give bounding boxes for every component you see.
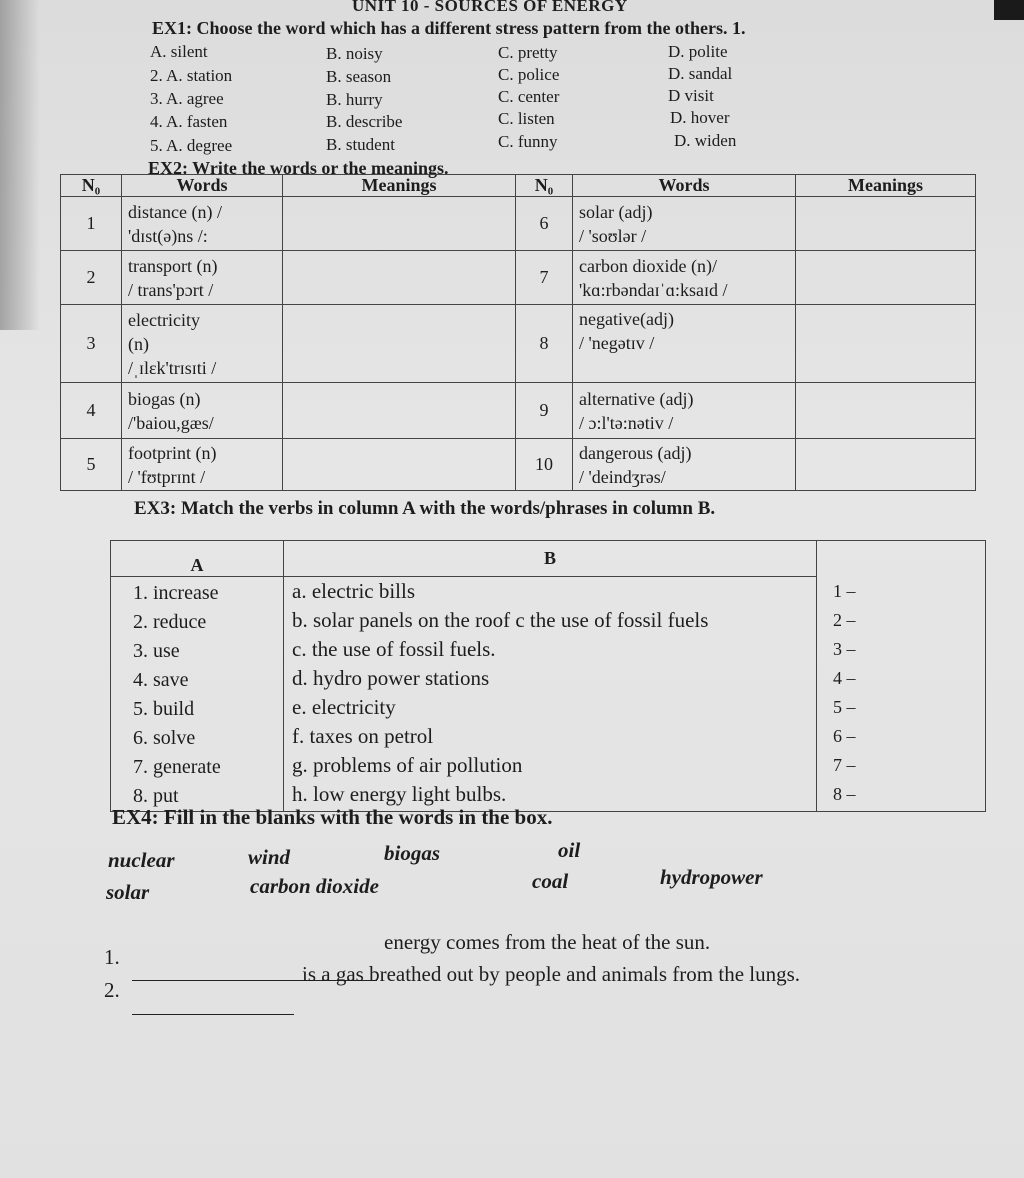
table-row (61, 197, 976, 251)
col-b-header: B (284, 541, 817, 577)
table-row (61, 383, 976, 439)
table-header-row (111, 541, 986, 577)
word-cell (122, 383, 283, 439)
word-cell (573, 383, 796, 439)
meaning-cell[interactable] (283, 383, 516, 439)
word: carbon dioxide (n)/ (579, 255, 717, 276)
ex1-option: C. listen (498, 109, 555, 128)
ipa: 'dɪst(ə)ns /: (128, 225, 208, 246)
col-header: Words (122, 175, 283, 197)
ipa: / trans'pɔrt / (128, 279, 214, 300)
phrase: a. electric bills (292, 579, 416, 603)
answer-slot[interactable]: 5 – (833, 696, 856, 717)
col-header: N₀ (61, 175, 122, 197)
phrase: f. taxes on petrol (292, 724, 434, 748)
answer-slot[interactable]: 1 – (833, 580, 856, 601)
sentence-text: is a gas breathed out by people and animals from the lungs. (302, 962, 801, 986)
table-row (111, 577, 986, 812)
ex3-table (110, 540, 986, 812)
word: transport (n) (128, 255, 218, 276)
ipa: / 'negətɪv / (579, 333, 655, 353)
ipa: / ɔ:l'tə:nətiv / (579, 412, 674, 433)
verb: 6. solve (133, 727, 196, 749)
word: solar (adj) (579, 201, 653, 222)
verb: 5. build (133, 698, 195, 720)
answer-slot[interactable]: 3 – (833, 638, 856, 659)
box-word: biogas (384, 841, 441, 865)
meaning-cell[interactable] (796, 383, 976, 439)
ex1-option: D. widen (674, 131, 737, 150)
box-word: hydropower (660, 865, 763, 889)
meaning-cell[interactable] (283, 197, 516, 251)
answer-slot[interactable]: 7 – (833, 754, 856, 775)
ex2-heading: EX2: Write the words or the meanings. (148, 158, 449, 178)
ipa: / 'soʊlər / (579, 225, 647, 246)
phrase: h. low energy light bulbs. (292, 782, 507, 806)
sentence-text: energy comes from the heat of the sun. (384, 930, 711, 954)
box-word: carbon dioxide (250, 874, 379, 898)
table-row (61, 439, 976, 491)
phrase: c. the use of fossil fuels. (292, 637, 496, 661)
box-word: wind (248, 845, 291, 869)
ex3-heading: EX3: Match the verbs in column A with the words/phrases in column B. (134, 498, 716, 519)
word-cell (573, 439, 796, 491)
box-word: nuclear (108, 848, 175, 872)
col-b (284, 577, 817, 812)
meaning-cell[interactable] (796, 197, 976, 251)
ipa: / 'deindʒrəs/ (579, 466, 666, 487)
ex1-option: C. funny (498, 132, 558, 151)
col-header: N₀ (516, 175, 573, 197)
verb: 7. generate (133, 756, 221, 778)
row-number: 2 (61, 251, 122, 305)
verb: 4. save (133, 669, 189, 691)
ex1-option: C. police (498, 65, 560, 84)
col-header: Meanings (283, 175, 516, 197)
page-edge-corner (994, 0, 1024, 20)
ipa: /'baiou,gæs/ (128, 412, 214, 433)
row-number: 1 (61, 197, 122, 251)
word: electricity (128, 309, 200, 330)
ex1-option: B. hurry (326, 90, 383, 109)
word: distance (n) / (128, 201, 222, 222)
word-cell (122, 197, 283, 251)
answer-slot[interactable]: 8 – (833, 783, 856, 804)
word-cell (122, 439, 283, 491)
meaning-cell[interactable] (283, 305, 516, 383)
row-number: 5 (61, 439, 122, 491)
meaning-cell[interactable] (796, 251, 976, 305)
ex1-option: 3. A. agree (150, 89, 224, 108)
row-number: 4 (61, 383, 122, 439)
ex1-option: C. pretty (498, 43, 558, 62)
ex4-heading: EX4: Fill in the blanks with the words in the box. (112, 805, 553, 829)
page-title: UNIT 10 - SOURCES OF ENERGY (352, 0, 628, 15)
sentence-number: 1. (104, 945, 120, 969)
answer-slot[interactable]: 2 – (833, 609, 856, 630)
ex1-option: 4. A. fasten (150, 112, 228, 131)
ex1-option: B. noisy (326, 44, 383, 63)
ex1-option: 2. A. station (150, 66, 233, 85)
meaning-cell[interactable] (283, 439, 516, 491)
row-number: 7 (516, 251, 573, 305)
word-cell (122, 251, 283, 305)
page-edge-shadow (0, 0, 40, 330)
row-number: 3 (61, 305, 122, 383)
ipa: 'kɑ:rbəndaɪˈɑ:ksaɪd / (579, 279, 728, 300)
ipa: /ˌɪlɛk'trɪsɪti / (128, 357, 217, 378)
word-cell (573, 251, 796, 305)
answer-blank[interactable] (132, 996, 294, 1021)
answer-slot[interactable]: 6 – (833, 725, 856, 746)
word: biogas (n) (128, 388, 201, 409)
table-row (61, 305, 976, 383)
col-header: Words (573, 175, 796, 197)
ex1-heading: EX1: Choose the word which has a different stress pattern from the others. 1. (152, 18, 746, 38)
word-cell (573, 197, 796, 251)
col-a (111, 577, 284, 812)
ex1-option: D. polite (668, 42, 728, 61)
box-word: coal (532, 869, 569, 893)
verb: 3. use (133, 640, 180, 662)
word: dangerous (adj) (579, 442, 692, 463)
phrase: e. electricity (292, 695, 396, 719)
table-header-row (61, 175, 976, 197)
ex1-option: B. describe (326, 112, 403, 131)
ex1-option: C. center (498, 87, 560, 106)
ex1-option: 5. A. degree (150, 136, 233, 155)
phrase: g. problems of air pollution (292, 753, 523, 777)
meaning-cell[interactable] (796, 305, 976, 383)
row-number: 9 (516, 383, 573, 439)
phrase: d. hydro power stations (292, 666, 490, 690)
ex1-option: B. season (326, 67, 392, 86)
word: footprint (n) (128, 442, 217, 463)
ipa: / 'fʊtprɪnt / (128, 466, 206, 487)
word-pos: (n) (128, 333, 149, 354)
box-word: oil (558, 838, 581, 862)
verb: 1. increase (133, 582, 219, 604)
verb: 2. reduce (133, 611, 207, 633)
col-header: Meanings (796, 175, 976, 197)
col-a-header: A (111, 541, 284, 577)
answer-header (817, 541, 986, 577)
meaning-cell[interactable] (283, 251, 516, 305)
verb: 8. put (133, 785, 179, 807)
word: negative(adj) (579, 309, 674, 329)
ex2-table (60, 174, 976, 491)
table-row (61, 251, 976, 305)
phrase: b. solar panels on the roof c the use of fossil fuels (292, 608, 709, 632)
word-cell (122, 305, 283, 383)
box-word: solar (106, 880, 150, 904)
word-cell (573, 305, 796, 383)
answer-col (817, 577, 986, 812)
ex1-option: A. silent (150, 42, 208, 61)
meaning-cell[interactable] (796, 439, 976, 491)
row-number: 10 (516, 439, 573, 491)
ex1-option: D. hover (670, 108, 730, 127)
sentence-number: 2. (104, 978, 120, 1002)
row-number: 8 (516, 305, 573, 383)
ex1-option: B. student (326, 135, 395, 154)
word: alternative (adj) (579, 388, 694, 409)
row-number: 6 (516, 197, 573, 251)
ex1-option: D visit (668, 86, 714, 105)
blank-line[interactable] (132, 1012, 294, 1015)
answer-slot[interactable]: 4 – (833, 667, 856, 688)
ex1-option: D. sandal (668, 64, 733, 83)
